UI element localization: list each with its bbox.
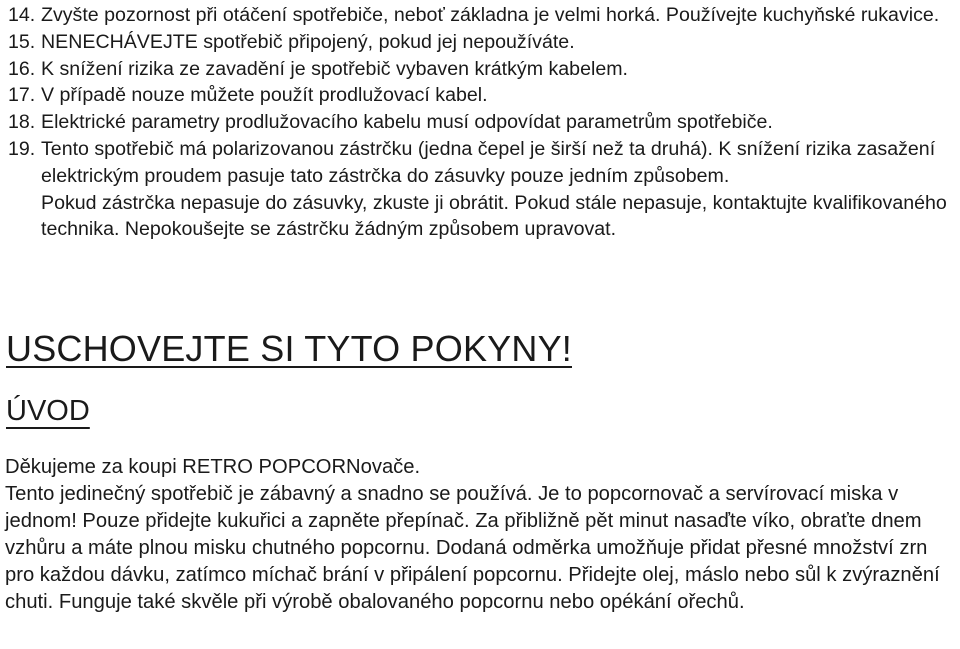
introduction-heading-text: ÚVOD [6, 395, 90, 427]
instruction-number: 18. [8, 111, 36, 134]
keep-instructions-heading-text: USCHOVEJTE SI TYTO POKYNY! [6, 328, 572, 369]
keep-instructions-heading [6, 326, 572, 372]
instruction-number: 17. [8, 84, 36, 107]
introduction-body [5, 454, 957, 615]
instruction-item-14 [8, 2, 953, 29]
instruction-item-19 [8, 136, 953, 243]
instruction-number: 14. [8, 4, 36, 26]
instruction-item-15 [8, 29, 953, 56]
instruction-text-continued: Pokud zástrčka nepasuje do zásuvky, zkuste ji obrátit. Pokud stále nepasuje, kontaktujte kvalifikovaného technika. Nepokoušejte se zástrčku žádným způsobem upravovat. [41, 191, 947, 241]
instruction-item-16 [8, 56, 953, 83]
instruction-text: Zvyšte pozornost při otáčení spotřebiče, neboť základna je velmi horká. Používejte kuchyňské rukavice. [41, 4, 940, 26]
instruction-item-18 [8, 109, 953, 136]
instruction-text: NENECHÁVEJTE spotřebič připojený, pokud jej nepoužíváte. [41, 30, 575, 53]
introduction-heading [6, 391, 90, 431]
thank-you-line: Děkujeme za koupi RETRO POPCORNovače. [5, 456, 421, 478]
instruction-text: Tento spotřebič má polarizovanou zástrčku (jedna čepel je širší než ta druhá). K snížení rizika zasažení elektrickým proudem pasuje tato zástrčka do zásuvky pouze jedním způsobem. [41, 137, 936, 187]
safety-instructions-list [8, 2, 953, 243]
introduction-paragraph: Tento jedinečný spotřebič je zábavný a snadno se používá. Je to popcornovač a servírovací miska v jednom! Pouze přidejte kukuřici a zapněte přepínač. Za přibližně pět minut nasaďte víko, obraťte dnem vzhůru a máte plnou misku chutného popcornu. Dodaná odměrka umožňuje přidat přesné množství zrn pro každou dávku, zatímco míchač brání v připálení popcornu. Přidejte olej, máslo nebo sůl k zvýraznění chuti. Funguje také skvěle při výrobě obalovaného popcornu nebo opékání ořechů. [5, 482, 940, 613]
instruction-number: 15. [8, 30, 36, 53]
instruction-item-17 [8, 82, 953, 109]
instruction-text: Elektrické parametry prodlužovacího kabelu musí odpovídat parametrům spotřebiče. [41, 111, 773, 134]
instruction-text: K snížení rizika ze zavadění je spotřebič vybaven krátkým kabelem. [41, 57, 628, 80]
instruction-number: 19. [8, 137, 36, 160]
instruction-text: V případě nouze můžete použít prodlužovací kabel. [41, 84, 488, 107]
instruction-number: 16. [8, 57, 36, 80]
